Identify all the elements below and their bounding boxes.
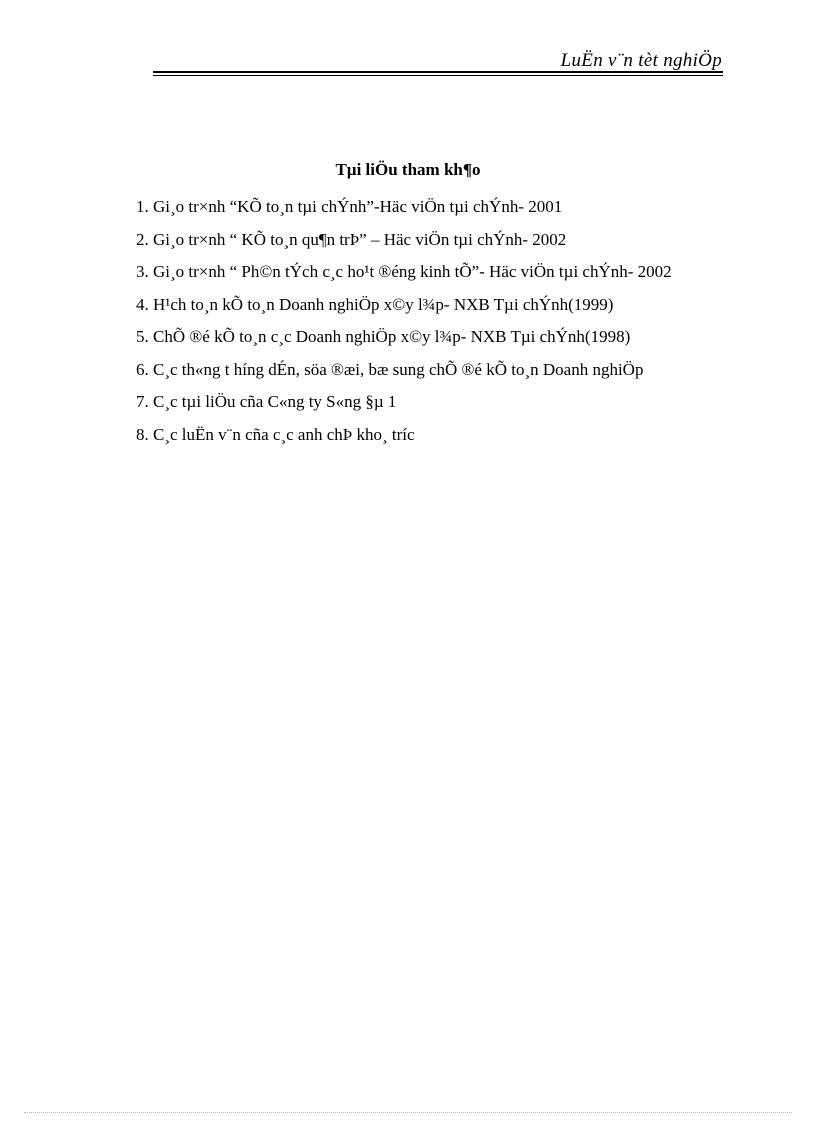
header-title: LuËn v¨n tèt nghiÖp [560,50,722,71]
reference-item: 1. Gi¸o tr×nh “KÕ to¸n tµi chÝnh”-Häc viÖn tµi chÝnh- 2001 [136,197,563,216]
reference-item: 2. Gi¸o tr×nh “ KÕ to¸n qu¶n trÞ” – Häc viÖn tµi chÝnh- 2002 [136,229,567,249]
reference-item: 6. C¸c th«ng t híng dÉn, söa ®æi, bæ sung chÕ ®é kÕ to¸n Doanh nghiÖp [136,359,644,379]
reference-item: 3. Gi¸o tr×nh “ Ph©n tÝch c¸c ho¹t ®éng kinh tÕ”- Häc viÖn tµi chÝnh- 2002 [136,262,672,281]
reference-item: 5. ChÕ ®é kÕ to¸n c¸c Doanh nghiÖp x©y l¾p- NXB Tµi chÝnh(1998) [136,327,631,346]
page-bottom-border [24,1112,792,1113]
reference-list [136,191,738,451]
header-rule-thin [153,75,723,76]
reference-item: 8. C¸c luËn v¨n cña c¸c anh chÞ kho¸ tríc [136,424,415,444]
header-rule [153,71,723,73]
references-heading: Tµi liÖu tham kh¶o [335,160,481,179]
reference-item: 4. H¹ch to¸n kÕ to¸n Doanh nghiÖp x©y l¾p- NXB Tµi chÝnh(1999) [136,294,614,314]
reference-item: 7. C¸c tµi liÖu cña C«ng ty S«ng §µ 1 [136,392,397,411]
